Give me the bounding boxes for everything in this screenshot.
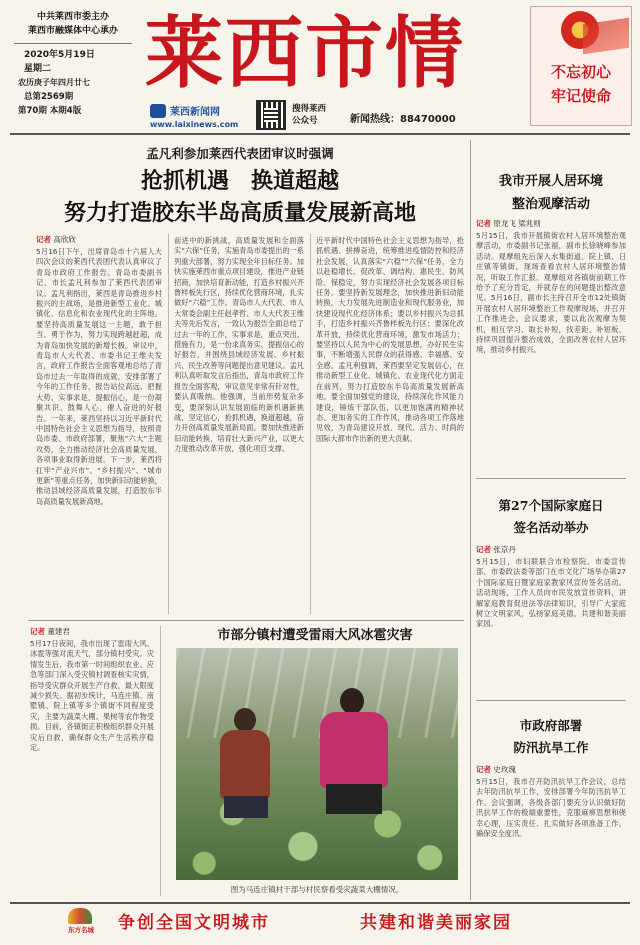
side-story-3 xyxy=(476,706,626,905)
side-2-headline-1: 第27个国际家庭日 xyxy=(498,498,604,513)
side-1-headline-2: 整治观摩活动 xyxy=(511,197,590,212)
qr-code-icon[interactable] xyxy=(256,100,286,130)
photo-story-body: 5月17日夜间，我市出现了雷雨大风、冰雹等强对流天气，部分镇村受灾。灾情发生后，我市第一时间组织农业、应急等部门深入受灾镇村调查核实灾情，指导受灾群众开展生产自救，最大限度减少损失。据初步统计，马连庄镇、南墅镇、院上镇等多个镇街不同程度受灾，主要为蔬菜大棚、果树等农作物受损。目前，各镇街正积极组织群众开展灾后自救，确保群众生产生活秩序稳定。 xyxy=(30,639,154,753)
qr-caption-2: 公众号 xyxy=(292,116,318,126)
lunar-date: 农历庚子年四月廿七 xyxy=(18,78,90,87)
lead-headline-2: 努力打造胶东半岛高质量发展新高地 xyxy=(63,200,416,226)
footer-slogan-1: 争创全国文明城市 xyxy=(118,913,270,933)
side-3-byline: 记者 史玫瑰 xyxy=(476,765,516,774)
red-flag-icon xyxy=(583,18,629,54)
side-story-1 xyxy=(476,142,626,456)
slogan-line-1: 不忘初心 xyxy=(550,63,611,81)
side-2-headline-2: 签名活动举办 xyxy=(513,520,589,535)
city-logo-icon xyxy=(68,908,92,924)
lead-body-3: 近平新时代中国特色社会主义思想为指导，抢抓机遇、拼搏奋进，统筹推进疫情防控和经济社会发展，认真落实“六稳”“六保”任务，全力以赴稳增长、促改革、调结构、惠民生、防风险、保稳定，努力实现经济社会发展各项目标任务。要坚持新发展理念，加快推进新旧动能转换，大力发展先进制造业和现代服务业，加快建设现代化经济体系；要以乡村振兴为总抓手，打造乡村振兴齐鲁样板先行区；要深化改革开放，持续优化营商环境，激发市场活力；要坚持以人民为中心的发展思想，办好民生实事，不断增强人民群众的获得感、幸福感、安全感。孟凡利强调，莱西要坚定发展信心，在推动新型工业化、城镇化、农业现代化方面走在前列，努力打造胶东半岛高质量发展新高地。要全面加强党的建设，持续深化作风能力建设，锤炼干部队伍，以更加饱满的精神状态、更加务实的工作作风，推动各项工作落地见效，为青岛建设开放、现代、活力、时尚的国际大都市作出新的更大贡献。 xyxy=(316,236,464,443)
side-3-body: 5月15日，我市召开防汛抗旱工作会议，总结去年防汛抗旱工作，安排部署今年防汛抗旱工作。会议强调，各级各部门要充分认识做好防汛抗旱工作的极端重要性，克服麻痹思想和侥幸心理，压实责任、扎实做好各项准备工作，确保安全度汛。 xyxy=(476,777,626,839)
total-issue: 总第2569期 xyxy=(24,92,74,102)
side-2-body: 5月15日，市妇联联合市检察院、市委宣传部、市委政法委等部门在市文化广场举办第27个国际家庭日暨家庭家教家风宣传签名活动。活动现场，工作人员向市民发放宣传资料，讲解家庭教育促进法等法律知识，引导广大家庭树立文明家风，弘扬家庭美德，共建和谐美丽家园。 xyxy=(476,557,626,629)
publisher-line-2: 莱西市融媒体中心承办 xyxy=(27,26,118,36)
lead-kicker: 孟凡利参加莱西代表团审议时强调 xyxy=(146,146,334,161)
lead-col-1 xyxy=(36,234,162,614)
news-site-icon xyxy=(150,104,166,118)
photo-story-text xyxy=(30,626,154,907)
side-1-headline-1: 我市开展人居环境 xyxy=(498,174,603,189)
site-name: 莱西新闻网 xyxy=(170,107,220,118)
qr-caption xyxy=(292,103,326,127)
news-photo xyxy=(176,648,458,880)
side-2-byline: 记者 张京丹 xyxy=(476,545,516,554)
masthead-info xyxy=(14,10,132,118)
weekday: 星期二 xyxy=(24,64,52,74)
person-left xyxy=(216,708,276,818)
side-1-body: 5月15日，我市开展镇街农村人居环境整治观摩活动，市委副书记张福，副市长徐晓峰参加活动。观摩组先后深入水集街道、院上镇、日庄镇等镇街，现场查看农村人居环境整治情况，听取工作汇报。观摩组对各镇街前期工作给予了充分肯定，并就存在的问题提出整改意见。5月16日，副市长主持召开全市12处镇街开展农村人居环境整治工作观摩现场，并召开工作推进会。会议要求，要以此次观摩为契机，相互学习、取长补短，找差距、补短板，持续巩固提升整治成效，全面改善农村人居环境，推动乡村振兴。 xyxy=(476,231,626,355)
issue-number: 第70期 本期4版 xyxy=(18,106,82,116)
issue-date: 2020年5月19日 xyxy=(24,50,95,60)
photo-story-byline: 记者 董建君 xyxy=(30,627,70,636)
footer-slogan-2: 共建和谐美丽家园 xyxy=(360,913,512,933)
news-hotline: 新闻热线：88470000 xyxy=(350,114,456,125)
newspaper-title: 莱西市情 xyxy=(144,8,465,99)
slogan-box xyxy=(530,6,632,126)
photo-story-headline: 市部分镇村遭受雷雨大风冰雹灾害 xyxy=(217,628,413,643)
city-logo xyxy=(56,908,106,938)
city-logo-text: 东方名城 xyxy=(68,926,94,934)
side-3-headline-1: 市政府部署 xyxy=(519,718,583,733)
lead-byline: 记者 高欣欣 xyxy=(36,235,76,244)
slogan-line-2: 牢记使命 xyxy=(550,87,611,105)
side-story-2 xyxy=(476,484,626,689)
lead-body-2: 前进中的新挑战，高质量发展和全面落实“六保”任务，实施青岛市委提出的一系列重大部署，努力实现全年目标任务。加快实施莱西市重点项目建设，推进产业链招商，加快培育新动能，打造乡村振兴齐鲁样板先行区，持续优化营商环境，扎实做好“六稳”工作。青岛市人大代表、市人大常委会副主任赵孝哲、市人大代表王维夫等先后发言，一致认为报告全面总结了过去一年的工作，实事求是，重点突出，措施有力，是一份求真务实、提振信心的好报告，并围绕县域经济发展、乡村振兴、民生改善等问题提出意见建议。孟凡利认真听取发言后指出，青岛市政府工作报告全面客观，审议意见非常有针对性，要认真吸纳。他强调，当前形势复杂多变，要深刻认识发展面临的新机遇新挑战，坚定信心，抢抓机遇，换道超越，奋力开创高质量发展新局面。要加快推进新旧动能转换，培育壮大新兴产业，以更大力度推动改革开放，强化项目支撑。 xyxy=(174,236,304,454)
site-logo[interactable] xyxy=(150,103,246,129)
lead-headline-1: 抢抓机遇 换道超越 xyxy=(140,168,339,194)
person-right xyxy=(316,688,392,818)
photo-caption: 图为马连庄镇村干部与村民察看受灾蔬菜大棚情况。 xyxy=(230,885,404,894)
side-3-headline-2: 防汛抗旱工作 xyxy=(513,740,589,755)
qr-caption-1: 搜得莱西 xyxy=(292,104,327,114)
publisher-line-1: 中共莱西市委主办 xyxy=(36,12,109,22)
lead-body-1: 5月16日下午，出席青岛市十六届人大四次会议的莱西代表团代表认真审议了青岛市政府工作报告。青岛市委副书记、市长孟凡利参加了莱西代表团审议。孟凡利指出，莱西是青岛推进乡村振兴的主战场，是推进新型工业化、城镇化、信息化和农业现代化的主阵地。要坚持高质量发展这一主题，敢于担当、勇于作为，努力实现跨越赶超，成为青岛加快发展的新增长极。审议中，青岛市人大代表、市委书记王维夫发言，政府工作报告全面客观地总结了青岛市过去一年取得的成就，安排部署了今年的工作任务，报告站位高远、把握大势、实事求是，提振信心，是一份凝聚共识、鼓舞人心、催人奋进的好报告。一年来，莱西坚持以习近平新时代中国特色社会主义思想为指导，按照青岛市委、市政府部署，聚焦“六大”主题攻势，全力推动经济社会高质量发展，各项事业取得新进展。下一步，莱西将扛牢“产业兴市”、“乡村振兴”、“城市更新”等重点任务，加快新旧动能转换，推动县域经济高质量发展，打造胶东半岛高质量发展新高地。 xyxy=(36,247,162,506)
site-url[interactable]: www.laixinews.com xyxy=(150,120,239,129)
side-1-byline: 记者 原龙飞 梁兆则 xyxy=(476,219,541,228)
